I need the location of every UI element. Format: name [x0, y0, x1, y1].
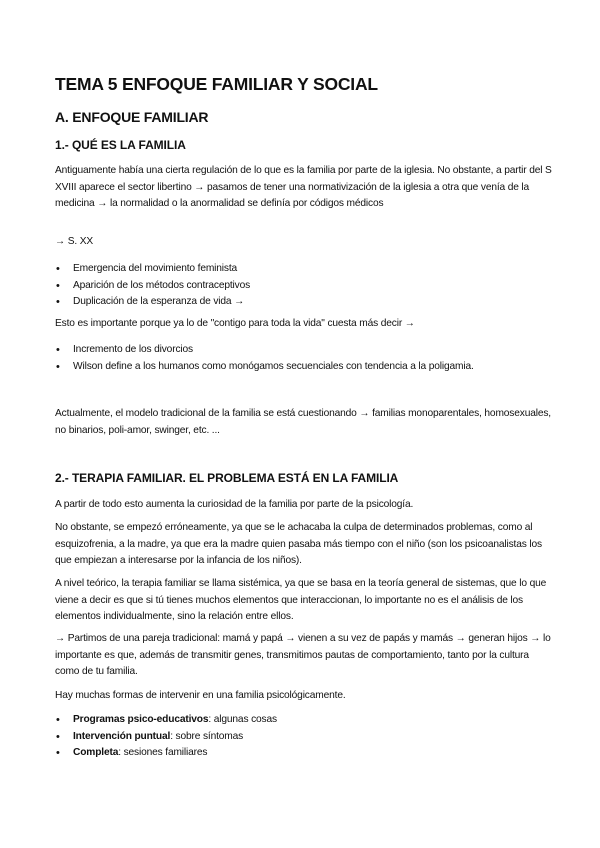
list-item: • Wilson define a los humanos como monógamos secuenciales con tendencia a la poligamia. — [55, 359, 555, 376]
paragraph-actualmente: Actualmente, el modelo tradicional de la familia se está cuestionando → familias monoparentales, homosexuales, no binarios, poli-amor, swinger, etc. ... — [55, 408, 551, 436]
page-title: TEMA 5 ENFOQUE FAMILIAR Y SOCIAL — [55, 74, 378, 94]
description: : algunas cosas — [208, 714, 277, 725]
term: Completa — [73, 747, 119, 758]
term: Programas psico-educativos — [73, 714, 209, 725]
subheading-que-es-la-familia: 1.- QUÉ ES LA FAMILIA — [55, 138, 186, 152]
list-intervention-types — [55, 712, 555, 762]
description: : sesiones familiares — [118, 747, 208, 758]
list-item: • Emergencia del movimiento feminista — [55, 261, 555, 278]
paragraph-nivel-teorico: A nivel teórico, la terapia familiar se llama sistémica, ya que se basa en la teoría general de sistemas, que lo que viene a decir es que si tú tienes muchos elementos que interaccionan, lo importante no es el análisis de los elementos individualmente, sino la relación entre ellos. — [55, 578, 547, 622]
list-item: • Incremento de los divorcios — [55, 342, 555, 359]
paragraph-pareja-tradicional: → Partimos de una pareja tradicional: mamá y papá → vienen a su vez de papás y mamás → generan hijos → lo importante es que, además de transmitir genes, transmitimos pautas de comportamiento, tanto por la cultura como de tu familia. — [55, 633, 551, 677]
paragraph-a-partir-de-todo-esto: A partir de todo esto aumenta la curiosidad de la familia por parte de la psicología. — [55, 499, 414, 510]
paragraph-siglo-xx: → S. XX — [55, 236, 94, 247]
paragraph-contigo-para-toda-la-vida: Esto es importante porque ya lo de "contigo para toda la vida" cuesta más decir → — [55, 318, 415, 329]
list-item-intervencion — [55, 729, 555, 746]
list-item: • Duplicación de la esperanza de vida → — [55, 294, 555, 311]
description: : sobre síntomas — [170, 730, 244, 742]
list-divorcios — [55, 342, 555, 375]
paragraph-antiguamente: Antiguamente había una cierta regulación de lo que es la familia por parte de la iglesia. No obstante, a partir del S XVIII aparece el sector libertino → pasamos de tener una normativización de la iglesia a otra que venía de la medicina → la normalidad o la anormalidad se definía por códigos médicos — [55, 165, 552, 209]
section-heading-enfoque-familiar: A. ENFOQUE FAMILIAR — [55, 109, 209, 125]
paragraph-formas-de-intervenir: Hay muchas formas de intervenir en una familia psicológicamente. — [55, 690, 346, 701]
list-siglo-xx-factors — [55, 261, 555, 311]
term: Intervención puntual — [73, 730, 171, 742]
list-item-programas — [55, 712, 555, 729]
list-item: • Aparición de los métodos contraceptivos — [55, 278, 555, 295]
subheading-terapia-familiar: 2.- TERAPIA FAMILIAR. EL PROBLEMA ESTÁ EN LA FAMILIA — [55, 471, 399, 485]
paragraph-no-obstante: No obstante, se empezó erróneamente, ya que se le achacaba la culpa de determinados problemas, como al esquizofrenia, a la madre, ya que era la madre quien pasaba más tiempo con el niño (son los psicoanalistas los que empiezan a interesarse por la infancia de los niños). — [55, 522, 542, 566]
list-item-completa — [55, 745, 555, 762]
